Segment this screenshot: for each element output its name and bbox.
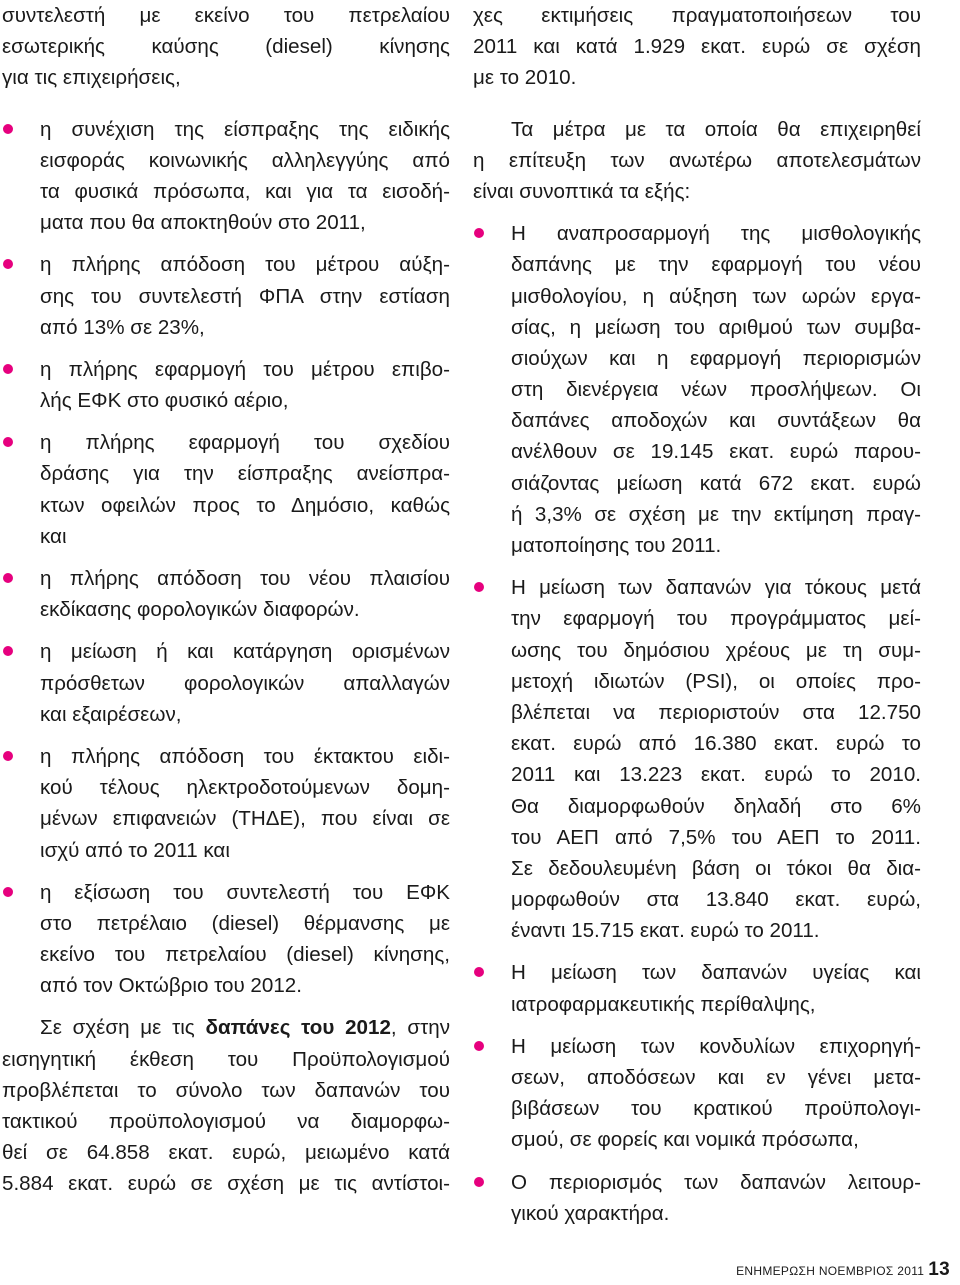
text-line: ματοποίησης του 2011.	[511, 534, 722, 557]
expenses-paragraph	[2, 1012, 450, 1199]
bullet-dot	[3, 364, 13, 374]
text-line: βλέπεται να περιοριστούν στα 12.750	[511, 700, 921, 724]
text-line: πρόσθετων φορολογικών απαλλαγών	[40, 671, 450, 695]
bullet-item	[473, 218, 921, 561]
text-line: Η μείωση των κονδυλίων επιχορηγή-	[511, 1034, 921, 1058]
text-line: η πλήρης απόδοση του νέου πλαισίου	[40, 567, 450, 590]
text-line: ωσης του δημόσιου χρέους με τη συμ-	[511, 638, 921, 662]
text-line: σίας, η μείωση του αριθμού των συμβα-	[511, 315, 921, 339]
text-line: σιάζοντας μείωση κατά 672 εκατ. ευρώ	[511, 471, 921, 495]
text-line: εκείνο του πετρελαίου (diesel) κίνησης,	[40, 943, 450, 967]
text-line: προβλέπεται το σύνολο των δαπανών του	[2, 1078, 450, 1102]
text-line: μισθολογίου, η αύξηση των ωρών εργα-	[511, 284, 921, 308]
left-column	[2, 0, 450, 1200]
bullet-item	[2, 354, 450, 416]
text-line: ιατροφαρμακευτικής περίθαλψης,	[511, 992, 816, 1016]
text-line: κού τέλους ηλεκτροδοτούμενων δομη-	[40, 776, 450, 800]
text-line: του ΑΕΠ από 7,5% του ΑΕΠ το 2011.	[511, 825, 921, 849]
text-line: εισφοράς κοινωνικής αλληλεγγύης από	[40, 148, 450, 172]
text-line: εισηγητική έκθεση του Προϋπολογισμού	[2, 1047, 450, 1071]
text-run: , στην	[390, 1016, 450, 1040]
bullet-dot	[474, 967, 484, 977]
text-line: μένων επιφανειών (ΤΗΔΕ), που είναι σε	[40, 807, 450, 831]
text-line: σμού, σε φορείς και νομικά πρόσωπα,	[511, 1128, 859, 1152]
text-line: εκδίκασης φορολογικών διαφορών.	[40, 598, 360, 622]
text-line: βιβάσεων του κρατικού προϋπολογι-	[511, 1097, 921, 1121]
bullet-item	[473, 957, 921, 1019]
bullet-item	[473, 1031, 921, 1156]
right-column	[473, 0, 921, 1229]
text-line: η πλήρης εφαρμογή του μέτρου επιβο-	[40, 357, 450, 381]
text-line: Η μείωση των δαπανών για τόκους μετά	[511, 576, 921, 600]
text-line: σης του συντελεστή ΦΠΑ στην εστίαση	[40, 284, 450, 308]
bullet-dot	[474, 228, 484, 238]
text-line: η εξίσωση του συντελεστή του ΕΦΚ	[40, 880, 450, 904]
text-line: μορφωθούν στα 13.840 εκατ. ευρώ,	[511, 888, 921, 912]
text-line	[2, 1012, 450, 1043]
text-line: μετοχή ιδιωτών (PSI), οι οποίες προ-	[511, 669, 921, 693]
text-line: δαπάνες αποδοχών και συντάξεων θα	[511, 409, 921, 433]
text-line: Ο περιορισμός των δαπανών λειτουρ-	[511, 1170, 921, 1194]
text-line: η μείωση ή και κατάργηση ορισμένων	[40, 640, 450, 664]
text-line: εσωτερικής καύσης (diesel) κίνησης	[2, 35, 450, 59]
text-line: σιούχων και η εφαρμογή περιορισμών	[511, 346, 921, 370]
text-line: 2011 και 13.223 εκατ. ευρώ το 2010.	[511, 763, 921, 787]
bullet-item	[473, 1167, 921, 1229]
bullet-item	[2, 636, 450, 730]
bullet-dot	[3, 259, 13, 269]
text-line: είναι συνοπτικά τα εξής:	[473, 179, 691, 203]
text-line: σεων, αποδόσεων και εν γένει μετα-	[511, 1066, 921, 1089]
text-line: τα φυσικά πρόσωπα, και για τα εισοδή-	[40, 179, 450, 203]
bullet-dot	[3, 887, 13, 897]
emphasis-text: δαπάνες του 2012	[205, 1016, 391, 1040]
text-line: συντελεστή με εκείνο του πετρελαίου	[2, 4, 450, 27]
text-line: τακτικού προϋπολογισμού να διαμορφω-	[2, 1110, 450, 1133]
text-line: 5.884 εκατ. ευρώ σε σχέση με τις αντίστοι-	[2, 1172, 450, 1196]
bullet-item	[2, 877, 450, 1002]
bullet-item	[2, 427, 450, 552]
text-line: η πλήρης απόδοση του έκτακτου ειδι-	[40, 744, 450, 768]
bullet-dot	[3, 646, 13, 656]
text-line: κτων οφειλών προς το Δημόσιο, καθώς	[40, 493, 450, 517]
text-line: εκατ. ευρώ από 16.380 εκατ. ευρώ το	[511, 732, 921, 756]
text-line: από τον Οκτώβριο του 2012.	[40, 974, 302, 998]
page-number: 13	[928, 1259, 950, 1280]
text-line: η πλήρης απόδοση του μέτρου αύξη-	[40, 253, 450, 277]
text-line: γικού χαρακτήρα.	[511, 1201, 670, 1225]
text-line: ή 3,3% σε σχέση με την εκτίμηση πραγ-	[511, 502, 921, 526]
text-line: ισχύ από το 2011 και	[40, 838, 230, 862]
text-line: λής ΕΦΚ στο φυσικό αέριο,	[40, 389, 289, 413]
text-line: χες εκτιμήσεις πραγματοποιήσεων του	[473, 4, 921, 27]
text-line: 2011 και κατά 1.929 εκατ. ευρώ σε σχέση	[473, 35, 921, 59]
text-line: στη διενέργεια νέων προσλήψεων. Οι	[511, 378, 921, 402]
text-line: ανέλθουν σε 19.145 εκατ. ευρώ παρου-	[511, 440, 921, 464]
text-line: δράσης για την είσπραξης ανείσπρα-	[40, 462, 450, 486]
text-line: Τα μέτρα με τα οποία θα επιχειρηθεί	[511, 117, 921, 141]
text-line: Η αναπροσαρμογή της μισθολογικής	[511, 222, 921, 246]
text-line: με το 2010.	[473, 66, 577, 90]
bullet-item	[2, 741, 450, 866]
text-line: για τις επιχειρήσεις,	[2, 66, 181, 90]
page-footer	[736, 1259, 950, 1281]
bullet-dot	[3, 124, 13, 134]
bullet-dot	[474, 1177, 484, 1187]
text-line: η πλήρης εφαρμογή του σχεδίου	[40, 431, 450, 455]
text-line: θεί σε 64.858 εκατ. ευρώ, μειωμένο κατά	[2, 1141, 450, 1165]
text-line: ματα που θα αποκτηθούν στο 2011,	[40, 211, 366, 235]
measures-paragraph	[473, 114, 921, 208]
text-line: και	[40, 524, 67, 548]
text-line: από 13% σε 23%,	[40, 315, 205, 339]
text-line: η συνέχιση της είσπραξης της ειδικής	[40, 117, 450, 141]
bullet-dot	[474, 1041, 484, 1051]
text-line: και εξαιρέσεων,	[40, 702, 182, 726]
text-run: Σε σχέση με τις	[40, 1016, 206, 1040]
text-line: η επίτευξη των ανωτέρω αποτελεσμάτων	[473, 148, 921, 172]
text-line: έναντι 15.715 εκατ. ευρώ το 2011.	[511, 919, 820, 943]
text-line: δαπάνης με την εφαρμογή του νέου	[511, 253, 921, 277]
left-intro	[2, 0, 450, 94]
bullet-item	[2, 563, 450, 625]
text-line: την εφαρμογή του προγράμματος μεί-	[511, 607, 921, 631]
text-line: Θα διαμορφωθούν δηλαδή στο 6%	[511, 794, 921, 818]
bullet-dot	[3, 573, 13, 583]
text-line: Η μείωση των δαπανών υγείας και	[511, 961, 921, 985]
bullet-dot	[474, 582, 484, 592]
footer-label: ΕΝΗΜΕΡΩΣΗ ΝΟΕΜΒΡΙΟΣ 2011	[736, 1264, 925, 1278]
text-line: στο πετρέλαιο (diesel) θέρμανσης με	[40, 911, 450, 935]
bullet-dot	[3, 437, 13, 447]
bullet-item	[2, 249, 450, 343]
bullet-dot	[3, 751, 13, 761]
bullet-item	[2, 114, 450, 239]
text-line: Σε δεδουλευμένη βάση οι τόκοι θα δια-	[511, 856, 921, 880]
right-intro	[473, 0, 921, 94]
bullet-item	[473, 572, 921, 946]
